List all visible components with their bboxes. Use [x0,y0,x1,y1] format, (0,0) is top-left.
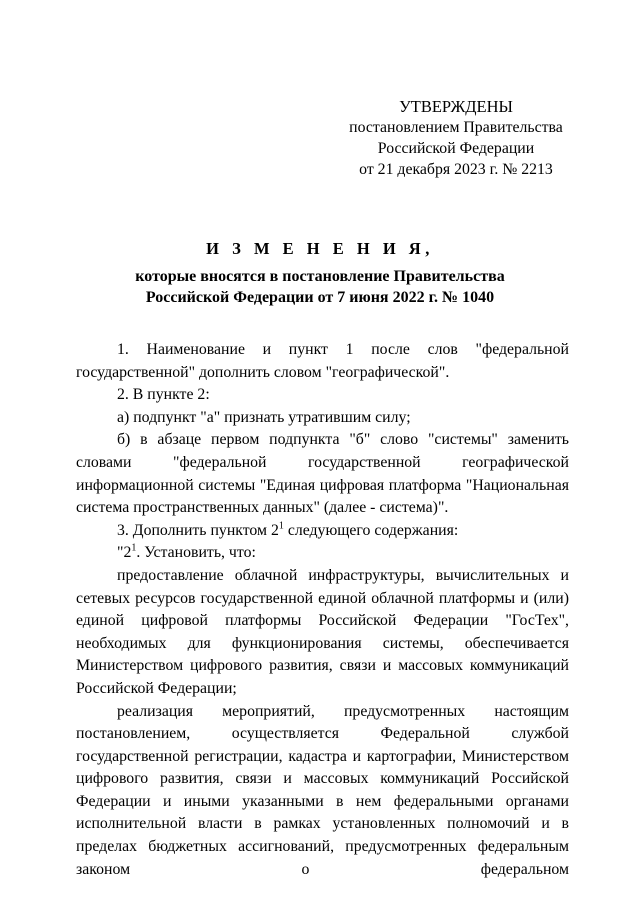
paragraph-8: реализация мероприятий, предусмотренных настоящим постановлением, осуществляется Федеральной службой государственной регистрации, кадастра и картографии, Министерством цифрового развития, связи и массовых коммуникаций Российской Федерации и иными указанными в нем федеральными органами исполнительной власти в рамках установленных полномочий и в пределах бюджетных ассигнований, предусмотренных федеральным законом о федеральном [76,702,569,878]
paragraph-6 [76,542,569,565]
document-subtitle-line-1: которые вносятся в постановление Правительства [135,268,505,285]
paragraph-3: а) подпункт "а" признать утратившим силу; [117,408,411,426]
paragraph-1: 1. Наименование и пункт 1 после слов "федеральной государственной" дополнить словом "географической". [76,341,569,381]
document-title-block [60,238,580,308]
paragraph-6-text-end: . Установить, что: [136,544,256,562]
document-body [76,339,569,881]
paragraph-5-text: 3. Дополнить пунктом 2 [117,521,279,539]
paragraph-2: 2. В пункте 2: [117,386,210,404]
paragraph-7: предоставление облачной инфраструктуры, вычислительных и сетевых ресурсов государственной единой облачной платформы и (или) единой цифровой платформы Российской Федерации "ГосТех", необходимых для функционирования системы, обеспечивается Министерством цифрового развития, связи и массовых коммуникаций Российской Федерации; [76,566,569,697]
document-title: И З М Е Н Е Н И Я, [206,239,434,258]
paragraph-4: б) в абзаце первом подпункта "б" слово "системы" заменить словами "федеральной государственной географической информационной системы "Единая цифровая платформа "Национальная система пространственных данных" (далее - система)". [76,431,569,517]
approval-stamp [340,96,572,180]
approval-heading: УТВЕРЖДЕНЫ [399,97,513,116]
paragraph-6-text: "2 [117,544,132,562]
paragraph-5-text-end: следующего содержания: [283,521,459,539]
approval-line-3: Российской Федерации [377,140,535,157]
paragraph-5 [76,520,569,543]
paragraph-6-superscript: 1 [131,543,137,555]
paragraph-5-superscript: 1 [278,520,284,532]
approval-line-2: постановлением Правительства [349,119,563,136]
approval-date-line: от 21 декабря 2023 г. № 2213 [359,161,553,178]
document-subtitle-line-2: Российской Федерации от 7 июня 2022 г. № 1040 [145,289,495,306]
